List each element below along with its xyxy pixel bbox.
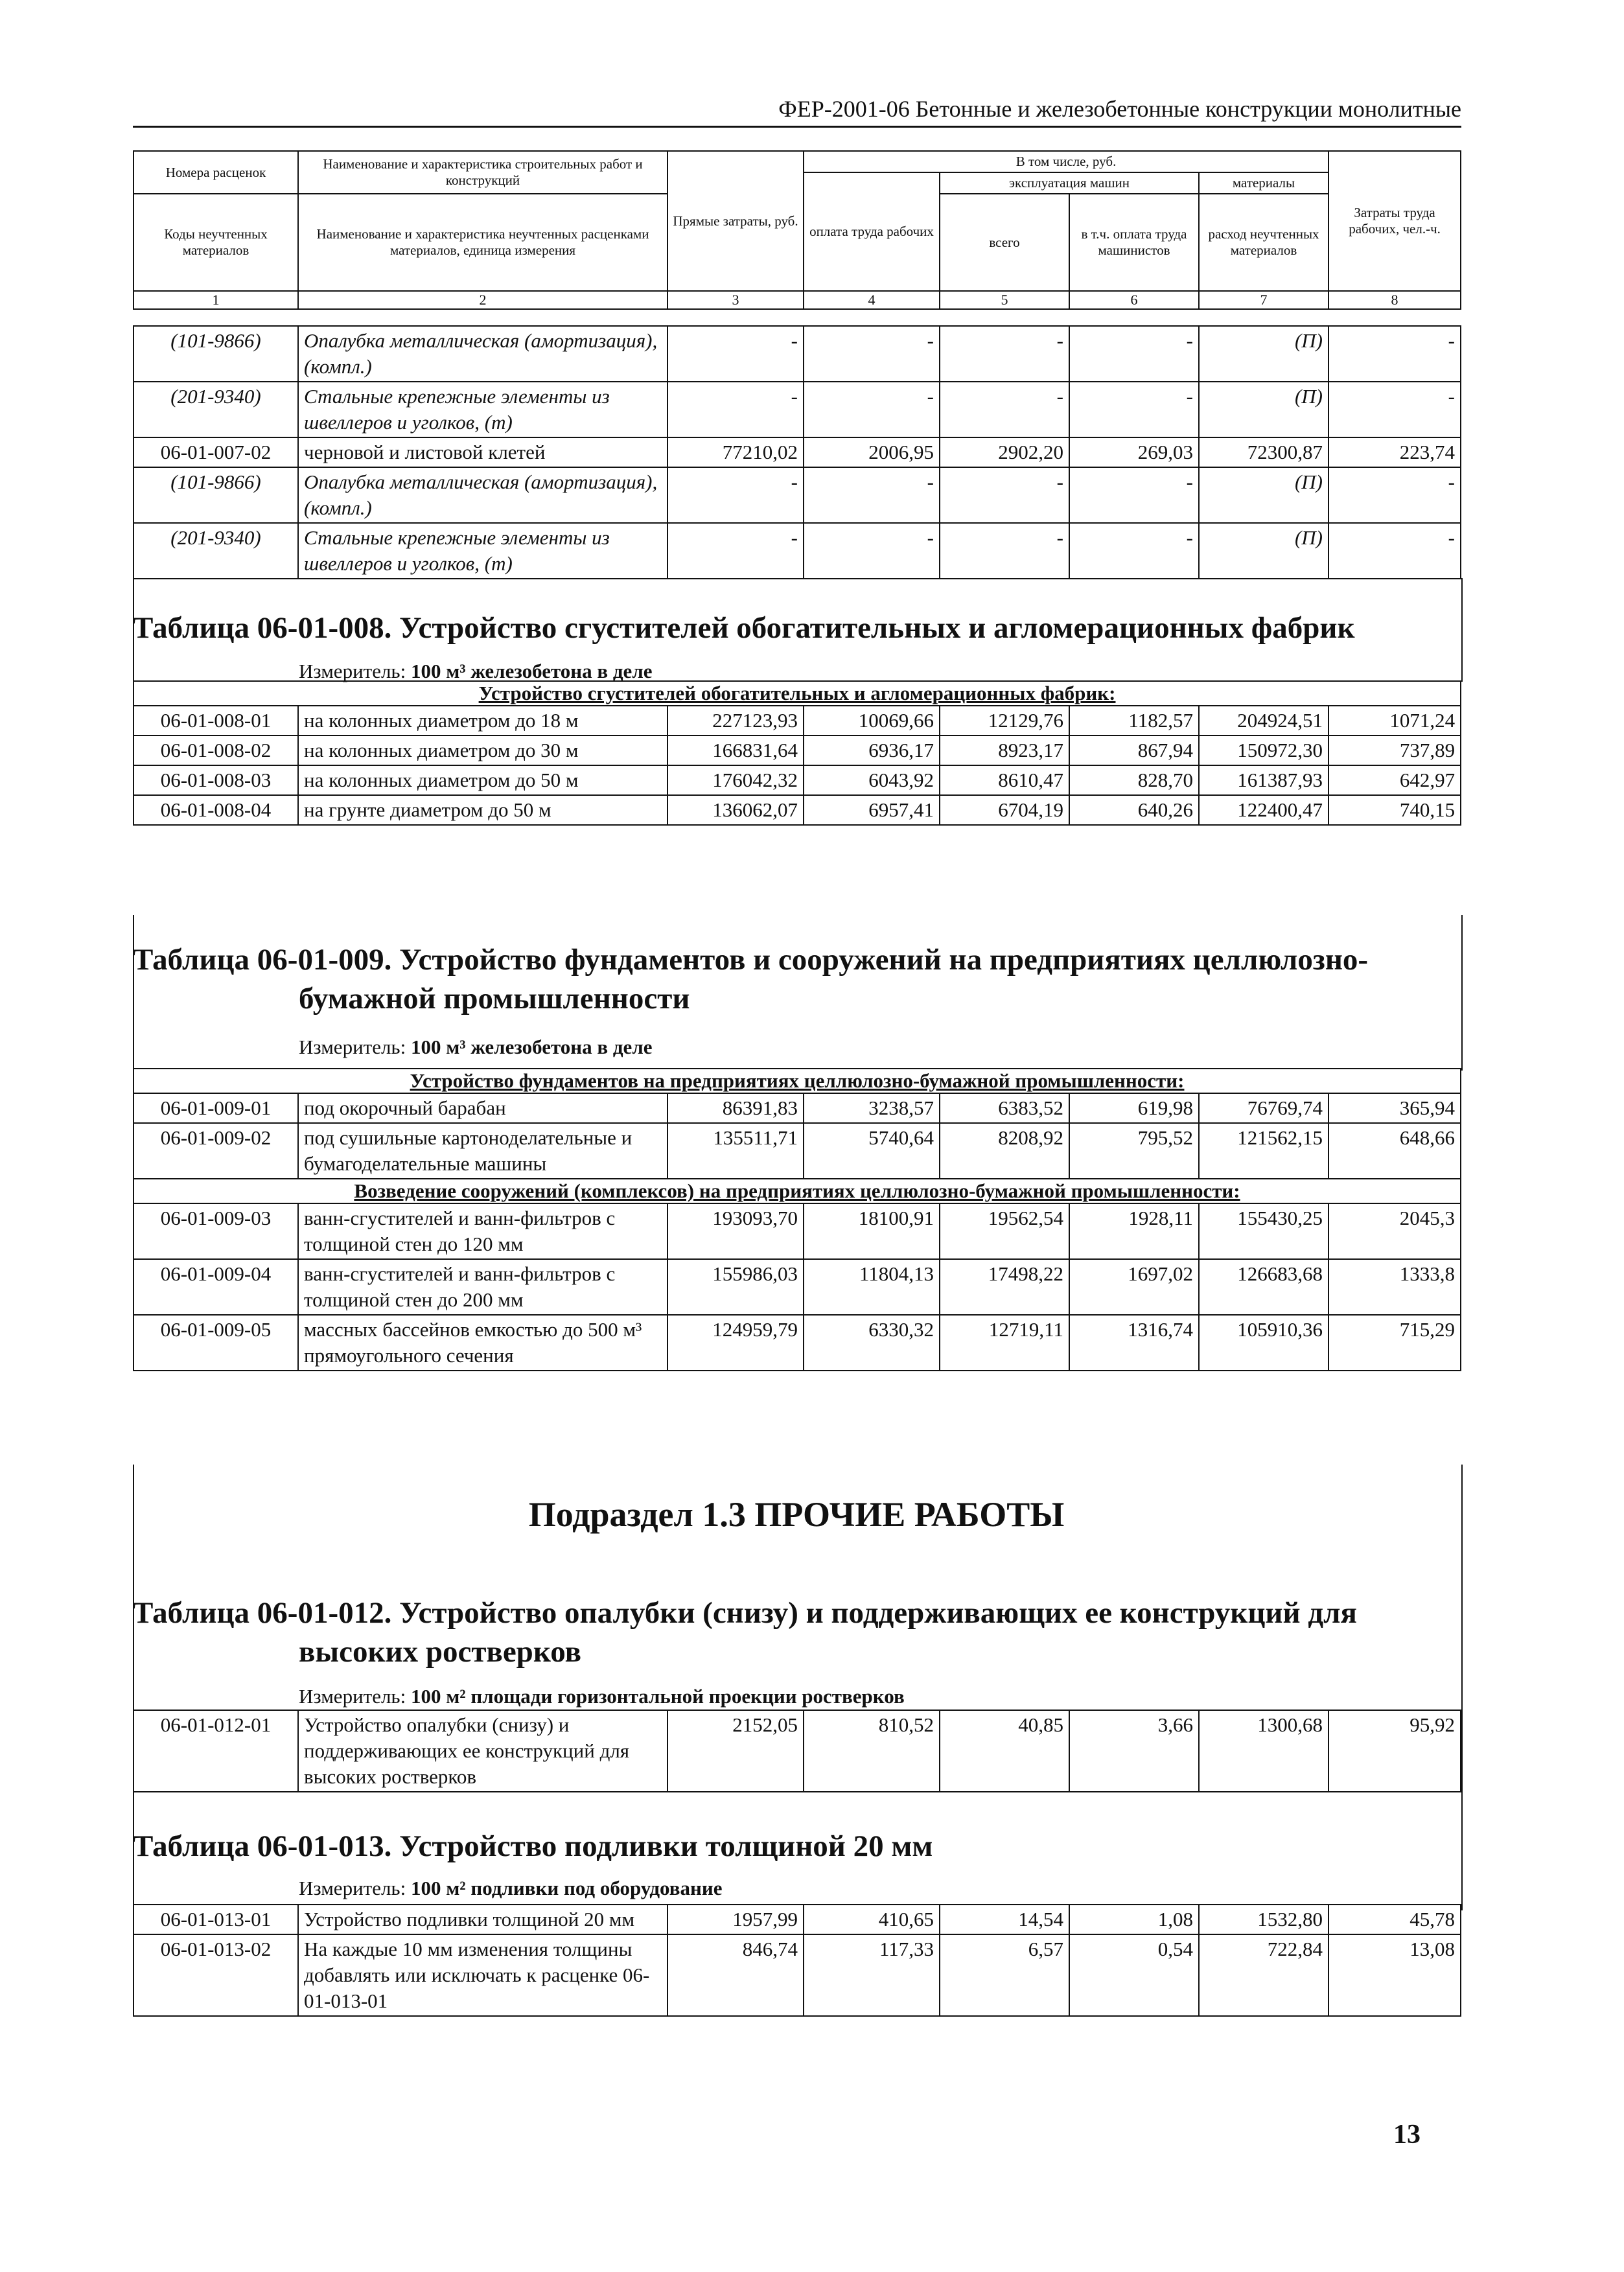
labor-pay-header: оплата труда рабочих	[804, 172, 940, 291]
meter-value: 100 м³ железобетона в деле	[410, 1036, 653, 1058]
labor-hours: -	[1328, 523, 1461, 579]
labor-hours: 13,08	[1328, 1934, 1461, 2016]
table-row	[133, 326, 1461, 382]
machinist-pay: 1928,11	[1069, 1203, 1199, 1259]
machines-cost: -	[940, 523, 1069, 579]
rate-code: 06-01-009-03	[133, 1203, 298, 1259]
table-013-meter	[299, 1877, 722, 1900]
table-row	[133, 437, 1461, 467]
labor-hours: 737,89	[1328, 736, 1461, 765]
rate-name: черновой и листовой клетей	[298, 437, 667, 467]
labor-pay: 5740,64	[804, 1123, 940, 1179]
meter-label: Измеритель:	[299, 1877, 406, 1899]
labor-pay: -	[804, 523, 940, 579]
meter-value: 100 м³ железобетона в деле	[410, 660, 653, 682]
rate-code: 06-01-013-01	[133, 1905, 298, 1934]
machines-cost: -	[940, 382, 1069, 437]
direct-cost: -	[667, 523, 804, 579]
direct-cost: 124959,79	[667, 1315, 804, 1371]
labor-hours: 715,29	[1328, 1315, 1461, 1371]
meter-value: 100 м² подливки под оборудование	[410, 1877, 723, 1899]
labor-hours: -	[1328, 467, 1461, 523]
labor-hours: 2045,3	[1328, 1203, 1461, 1259]
rate-code: (101-9866)	[133, 326, 298, 382]
labor-pay: 6957,41	[804, 795, 940, 825]
materials-cost: 105910,36	[1199, 1315, 1328, 1371]
rate-code: (201-9340)	[133, 523, 298, 579]
materials-cost: 126683,68	[1199, 1259, 1328, 1315]
machines-cost: 6383,52	[940, 1093, 1069, 1123]
labor-pay: 6330,32	[804, 1315, 940, 1371]
labor-pay: 18100,91	[804, 1203, 940, 1259]
table-012-meter	[299, 1685, 905, 1708]
rate-name: Устройство опалубки (снизу) и поддерживающих ее конструкций для высоких ростверков	[298, 1710, 667, 1792]
direct-cost: 135511,71	[667, 1123, 804, 1179]
table-008-subheader: Устройство сгустителей обогатительных и агломерационных фабрик:	[133, 681, 1461, 706]
table-008-meter	[299, 660, 652, 683]
continuation-table	[133, 325, 1461, 579]
rate-code: 06-01-009-05	[133, 1315, 298, 1371]
table-009-subheader-2: Возведение сооружений (комплексов) на предприятиях целлюлозно-бумажной промышленности:	[133, 1179, 1461, 1203]
table-row	[133, 1315, 1461, 1371]
rate-name: ванн-сгустителей и ванн-фильтров с толщиной стен до 200 мм	[298, 1259, 667, 1315]
in-total-header: В том числе, руб.	[804, 151, 1328, 172]
table-row	[133, 1093, 1461, 1123]
materials-cost: 1300,68	[1199, 1710, 1328, 1792]
table-009-meter	[299, 1036, 652, 1059]
labor-pay: 6936,17	[804, 736, 940, 765]
machinist-pay: -	[1069, 326, 1199, 382]
direct-cost: 155986,03	[667, 1259, 804, 1315]
rate-code: 06-01-009-01	[133, 1093, 298, 1123]
meter-label: Измеритель:	[299, 660, 406, 682]
col2-header-top: Наименование и характеристика строительных работ и конструкций	[298, 151, 667, 194]
labor-pay: 3238,57	[804, 1093, 940, 1123]
rates-table-header	[133, 150, 1461, 310]
rate-code: 06-01-007-02	[133, 437, 298, 467]
table-row	[133, 1203, 1461, 1259]
direct-cost: 77210,02	[667, 437, 804, 467]
machinist-pay: 619,98	[1069, 1093, 1199, 1123]
machinist-pay: 1697,02	[1069, 1259, 1199, 1315]
table-012-title-line1: Таблица 06-01-012. Устройство опалубки (снизу) и поддерживающих ее конструкций для	[133, 1596, 1357, 1630]
direct-cost: 1957,99	[667, 1905, 804, 1934]
machines-cost: -	[940, 326, 1069, 382]
rate-code: 06-01-009-04	[133, 1259, 298, 1315]
rate-code: 06-01-008-01	[133, 706, 298, 736]
direct-cost: 176042,32	[667, 765, 804, 795]
rate-code: (201-9340)	[133, 382, 298, 437]
direct-cost: 846,74	[667, 1934, 804, 2016]
machinist-pay: 1316,74	[1069, 1315, 1199, 1371]
materials-cost: 76769,74	[1199, 1093, 1328, 1123]
labor-pay: -	[804, 467, 940, 523]
materials-cost: 161387,93	[1199, 765, 1328, 795]
machinist-pay: 640,26	[1069, 795, 1199, 825]
labor-hours: 223,74	[1328, 437, 1461, 467]
machinist-pay: 0,54	[1069, 1934, 1199, 2016]
materials-cost: (П)	[1199, 382, 1328, 437]
rate-code: 06-01-013-02	[133, 1934, 298, 2016]
machines-cost: 8610,47	[940, 765, 1069, 795]
direct-cost: 136062,07	[667, 795, 804, 825]
rate-code: 06-01-008-04	[133, 795, 298, 825]
table-row	[133, 1259, 1461, 1315]
section-title: Подраздел 1.3 ПРОЧИЕ РАБОТЫ	[528, 1495, 1065, 1534]
table-row	[133, 795, 1461, 825]
machines-cost: 6704,19	[940, 795, 1069, 825]
materials-cost: 122400,47	[1199, 795, 1328, 825]
labor-pay: 6043,92	[804, 765, 940, 795]
rate-name: под окорочный барабан	[298, 1093, 667, 1123]
machinist-pay-header: в т.ч. оплата труда машинистов	[1069, 194, 1199, 291]
rate-name: на грунте диаметром до 50 м	[298, 795, 667, 825]
labor-pay: -	[804, 382, 940, 437]
materials-cost: 150972,30	[1199, 736, 1328, 765]
machinist-pay: -	[1069, 382, 1199, 437]
rate-name: ванн-сгустителей и ванн-фильтров с толщиной стен до 120 мм	[298, 1203, 667, 1259]
direct-cost: 193093,70	[667, 1203, 804, 1259]
page-number: 13	[1393, 2120, 1421, 2150]
materials-cost: 204924,51	[1199, 706, 1328, 736]
machinist-pay: 269,03	[1069, 437, 1199, 467]
rate-code: 06-01-012-01	[133, 1710, 298, 1792]
machinist-pay: 1,08	[1069, 1905, 1199, 1934]
machines-cost: 12129,76	[940, 706, 1069, 736]
rate-name: массных бассейнов емкостью до 500 м³ прямоугольного сечения	[298, 1315, 667, 1371]
rate-name: Опалубка металлическая (амортизация), (компл.)	[298, 467, 667, 523]
col1-header-top: Номера расценок	[133, 151, 298, 194]
table-009-title-line2: бумажной промышленности	[299, 982, 690, 1015]
materials-cost: 722,84	[1199, 1934, 1328, 2016]
rate-code: (101-9866)	[133, 467, 298, 523]
meter-label: Измеритель:	[299, 1036, 406, 1058]
direct-cost-header: Прямые затраты, руб.	[667, 151, 804, 291]
table-row	[133, 382, 1461, 437]
column-number: 1	[133, 291, 298, 309]
column-number: 8	[1328, 291, 1461, 309]
materials-cost: 155430,25	[1199, 1203, 1328, 1259]
column-number: 7	[1199, 291, 1328, 309]
materials-cost: 1532,80	[1199, 1905, 1328, 1934]
labor-hours: -	[1328, 382, 1461, 437]
table-row	[133, 765, 1461, 795]
machines-total-header: всего	[940, 194, 1069, 291]
labor-hours: -	[1328, 326, 1461, 382]
direct-cost: -	[667, 467, 804, 523]
table-012	[133, 1710, 1461, 1792]
document-header: ФЕР-2001-06 Бетонные и железобетонные конструкции монолитные	[133, 96, 1461, 128]
machinist-pay: -	[1069, 467, 1199, 523]
labor-hours: 45,78	[1328, 1905, 1461, 1934]
table-row	[133, 706, 1461, 736]
machines-cost: 2902,20	[940, 437, 1069, 467]
table-012-title-line2: высоких ростверков	[299, 1635, 581, 1669]
table-013-title: Таблица 06-01-013. Устройство подливки толщиной 20 мм	[133, 1829, 933, 1863]
table-row	[133, 736, 1461, 765]
column-number: 2	[298, 291, 667, 309]
rate-code: 06-01-009-02	[133, 1123, 298, 1179]
labor-hours: 1333,8	[1328, 1259, 1461, 1315]
unaccounted-materials-header: расход неучтенных материалов	[1199, 194, 1328, 291]
column-number: 3	[667, 291, 804, 309]
machines-cost: 40,85	[940, 1710, 1069, 1792]
table-row	[133, 523, 1461, 579]
table-008-title: Таблица 06-01-008. Устройство сгустителей обогатительных и агломерационных фабрик	[133, 611, 1355, 645]
rate-name: на колонных диаметром до 50 м	[298, 765, 667, 795]
table-008	[133, 680, 1461, 826]
direct-cost: -	[667, 382, 804, 437]
direct-cost: 2152,05	[667, 1710, 804, 1792]
rate-code: 06-01-008-02	[133, 736, 298, 765]
direct-cost: 227123,93	[667, 706, 804, 736]
table-009	[133, 1068, 1461, 1371]
machinist-pay: 795,52	[1069, 1123, 1199, 1179]
labor-pay: 810,52	[804, 1710, 940, 1792]
table-013	[133, 1904, 1461, 2017]
materials-header: материалы	[1199, 172, 1328, 194]
machines-cost: 8923,17	[940, 736, 1069, 765]
table-row	[133, 1710, 1461, 1792]
labor-pay: 410,65	[804, 1905, 940, 1934]
rate-name: На каждые 10 мм изменения толщины добавлять или исключать к расценке 06-01-013-01	[298, 1934, 667, 2016]
rate-name: Устройство подливки толщиной 20 мм	[298, 1905, 667, 1934]
table-row	[133, 467, 1461, 523]
materials-cost: (П)	[1199, 467, 1328, 523]
machinist-pay: 828,70	[1069, 765, 1199, 795]
table-009-subheader-1: Устройство фундаментов на предприятиях целлюлозно-бумажной промышленности:	[133, 1069, 1461, 1093]
meter-value: 100 м² площади горизонтальной проекции ростверков	[410, 1685, 905, 1708]
machines-cost: 17498,22	[940, 1259, 1069, 1315]
labor-pay: 2006,95	[804, 437, 940, 467]
machines-cost: 14,54	[940, 1905, 1069, 1934]
table-row	[133, 1123, 1461, 1179]
column-number: 6	[1069, 291, 1199, 309]
column-number: 5	[940, 291, 1069, 309]
col1-header-bottom: Коды неучтенных материалов	[133, 194, 298, 291]
direct-cost: -	[667, 326, 804, 382]
materials-cost: (П)	[1199, 326, 1328, 382]
machines-header: эксплуатация машин	[940, 172, 1199, 194]
labor-hours: 740,15	[1328, 795, 1461, 825]
machines-cost: 8208,92	[940, 1123, 1069, 1179]
rate-name: на колонных диаметром до 18 м	[298, 706, 667, 736]
materials-cost: (П)	[1199, 523, 1328, 579]
labor-hours: 648,66	[1328, 1123, 1461, 1179]
labor-hours: 365,94	[1328, 1093, 1461, 1123]
machinist-pay: 1182,57	[1069, 706, 1199, 736]
labor-hours: 1071,24	[1328, 706, 1461, 736]
materials-cost: 121562,15	[1199, 1123, 1328, 1179]
rate-name: Опалубка металлическая (амортизация), (компл.)	[298, 326, 667, 382]
rate-name: на колонных диаметром до 30 м	[298, 736, 667, 765]
table-009-title-line1: Таблица 06-01-009. Устройство фундаментов и сооружений на предприятиях целлюлозно-	[133, 943, 1369, 977]
labor-hours: 95,92	[1328, 1710, 1461, 1792]
labor-pay: 10069,66	[804, 706, 940, 736]
machines-cost: -	[940, 467, 1069, 523]
machines-cost: 19562,54	[940, 1203, 1069, 1259]
labor-pay: 117,33	[804, 1934, 940, 2016]
machines-cost: 12719,11	[940, 1315, 1069, 1371]
meter-label: Измеритель:	[299, 1685, 406, 1708]
column-number: 4	[804, 291, 940, 309]
direct-cost: 166831,64	[667, 736, 804, 765]
direct-cost: 86391,83	[667, 1093, 804, 1123]
col2-header-bottom: Наименование и характеристика неучтенных расценками материалов, единица измерения	[298, 194, 667, 291]
rate-name: Стальные крепежные элементы из швеллеров и уголков, (т)	[298, 523, 667, 579]
labor-pay: 11804,13	[804, 1259, 940, 1315]
machinist-pay: -	[1069, 523, 1199, 579]
table-row	[133, 1905, 1461, 1934]
labor-cost-header: Затраты труда рабочих, чел.-ч.	[1328, 151, 1461, 291]
labor-hours: 642,97	[1328, 765, 1461, 795]
machinist-pay: 867,94	[1069, 736, 1199, 765]
rate-name: под сушильные картоноделательные и бумагоделательные машины	[298, 1123, 667, 1179]
rate-code: 06-01-008-03	[133, 765, 298, 795]
machinist-pay: 3,66	[1069, 1710, 1199, 1792]
machines-cost: 6,57	[940, 1934, 1069, 2016]
rate-name: Стальные крепежные элементы из швеллеров и уголков, (т)	[298, 382, 667, 437]
materials-cost: 72300,87	[1199, 437, 1328, 467]
table-row	[133, 1934, 1461, 2016]
labor-pay: -	[804, 326, 940, 382]
